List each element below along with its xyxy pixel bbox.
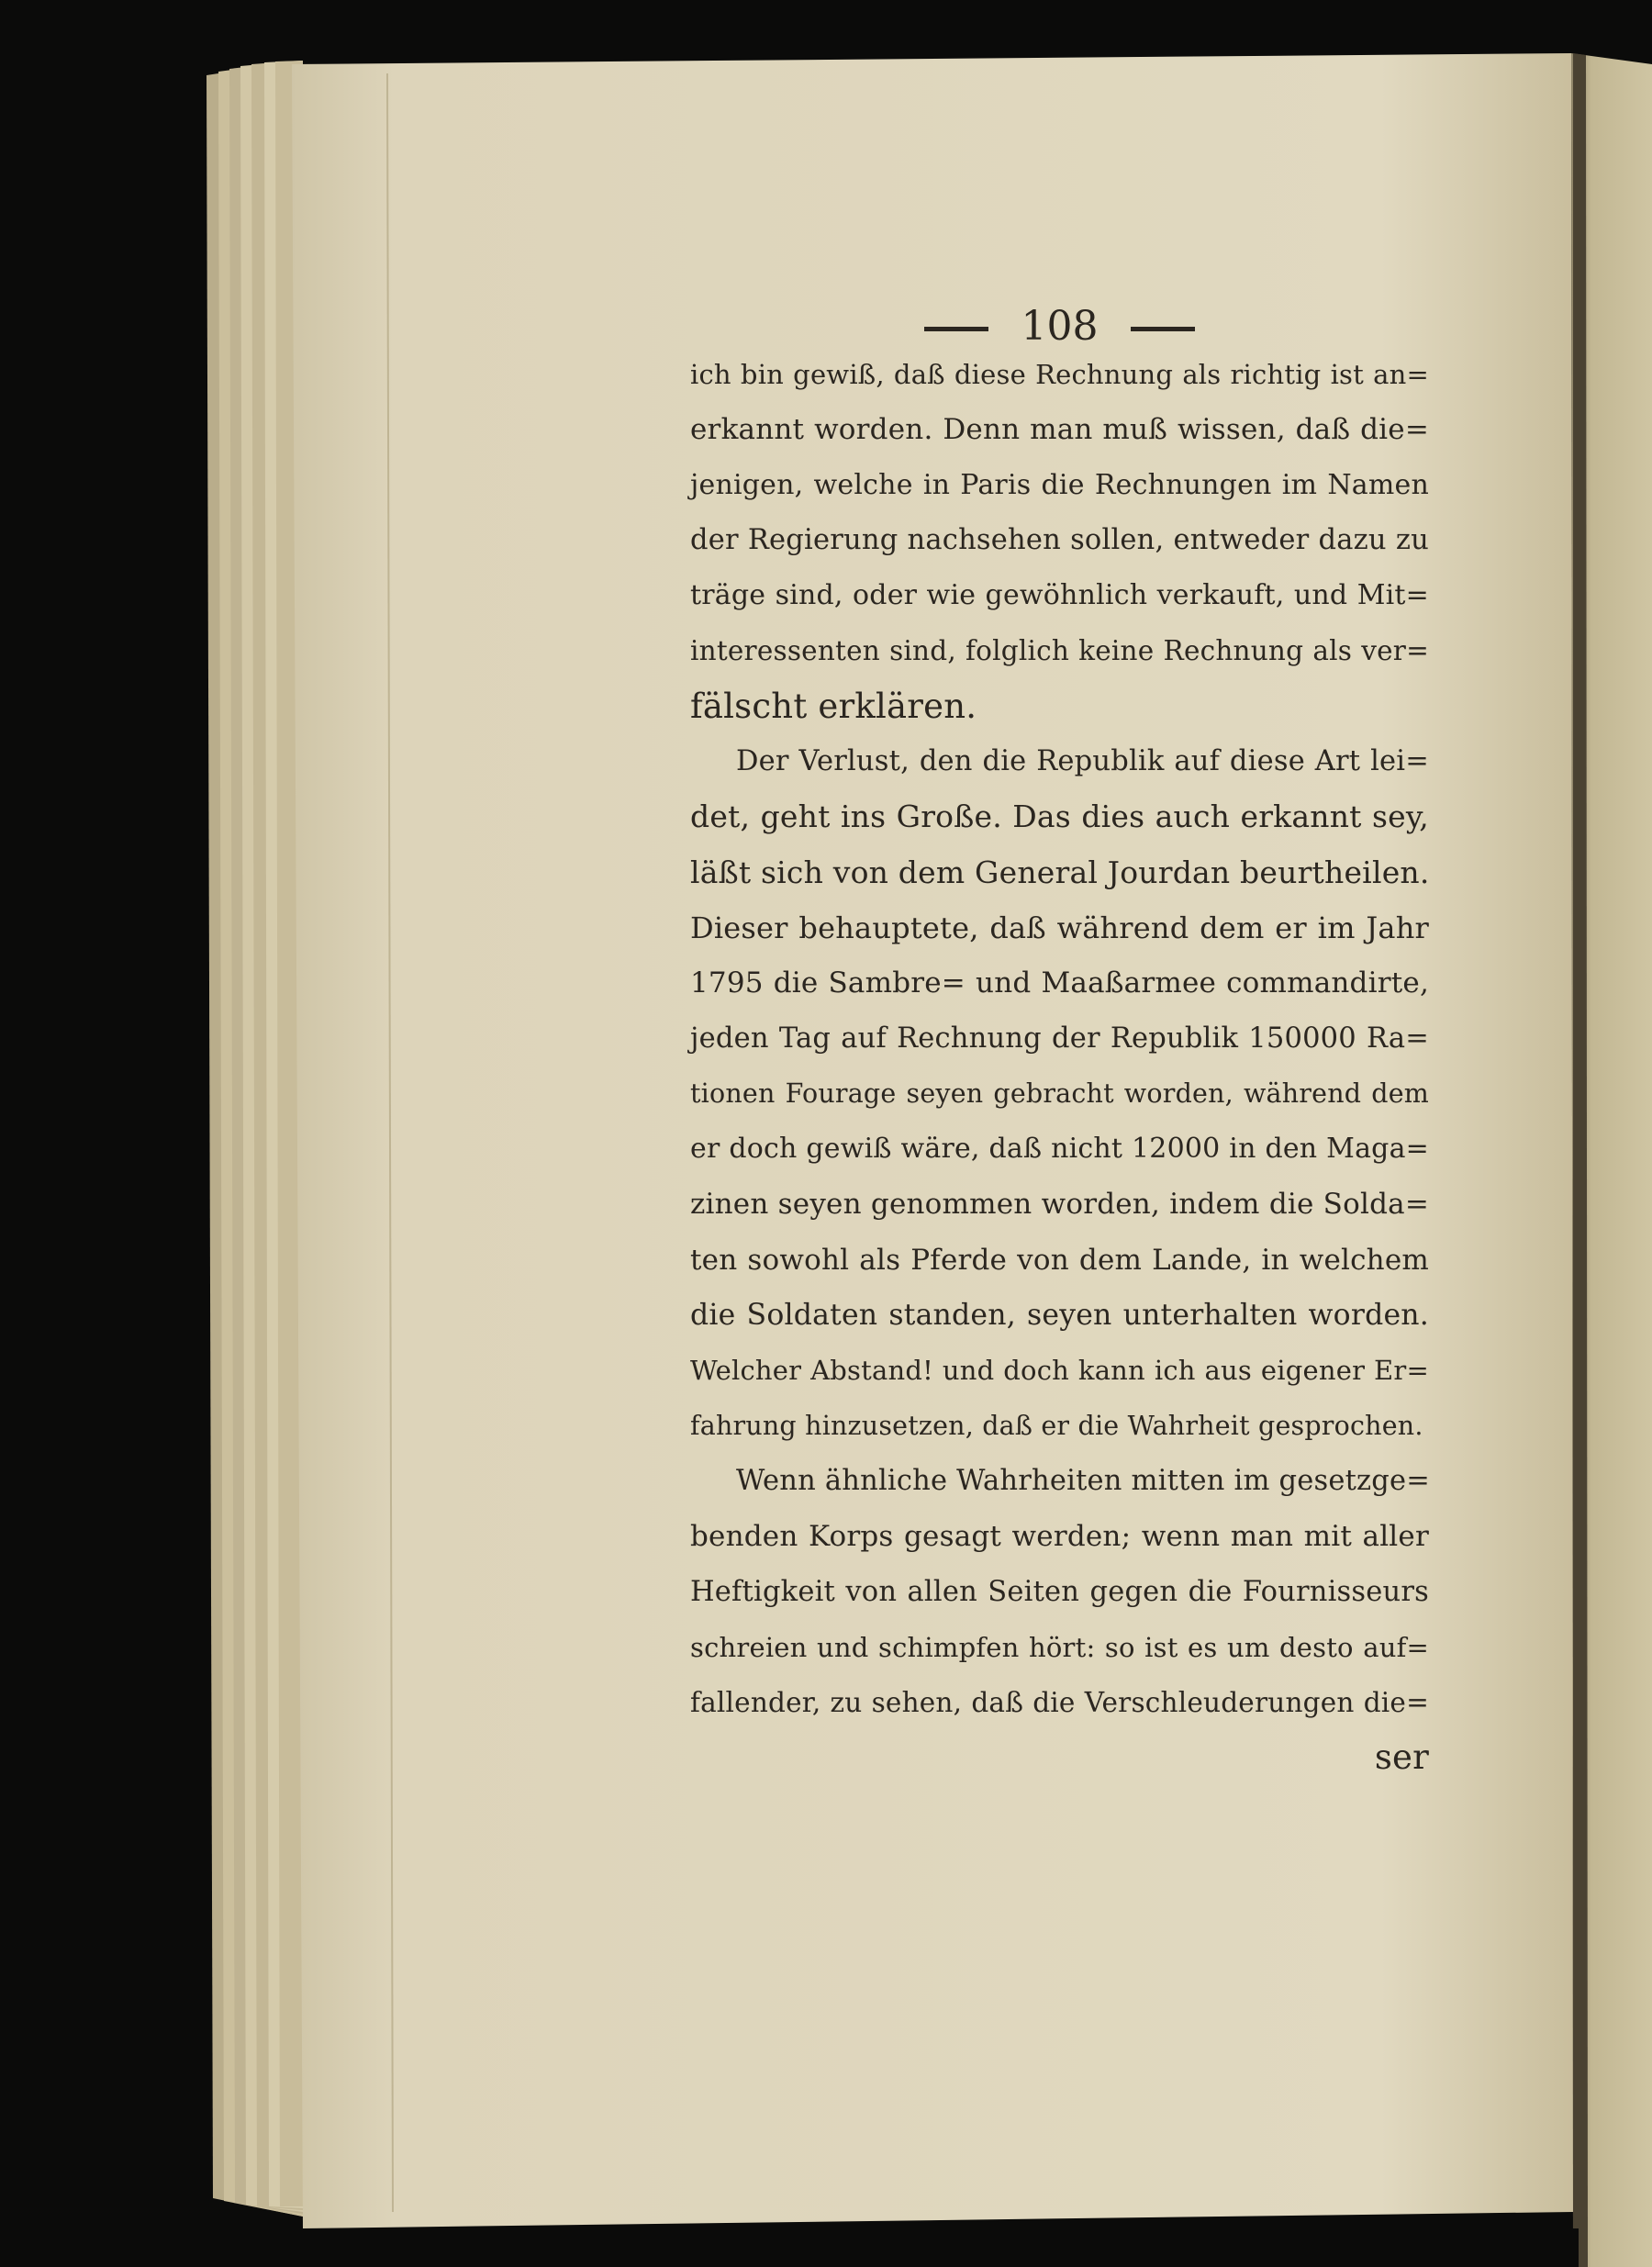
page-number-value: 108 <box>1021 303 1099 350</box>
text-line: 1795 die Sambre= und Maaßarmee commandirte, <box>690 966 1429 1000</box>
text-line: erkannt worden. Denn man muß wissen, daß die= <box>690 413 1429 447</box>
text-line: fälscht erklären. <box>690 686 977 726</box>
text-line: fallender, zu sehen, daß die Verschleuderungen die= <box>690 1687 1429 1719</box>
text-line: det, geht ins Große. Das dies auch erkannt sey, <box>690 798 1429 835</box>
text-line: er doch gewiß wäre, daß nicht 12000 in den Maga= <box>690 1133 1429 1166</box>
page-number-dash-right <box>1131 327 1195 331</box>
text-line: jeden Tag auf Rechnung der Republik 150000 Ra= <box>690 1022 1429 1055</box>
text-line: ich bin gewiß, daß diese Rechnung als richtig ist an= <box>690 359 1429 390</box>
text-line: Welcher Abstand! und doch kann ich aus eigener Er= <box>690 1355 1429 1387</box>
catchword: ser <box>1374 1737 1429 1778</box>
body-text <box>690 347 1429 1786</box>
text-line: die Soldaten standen, seyen unterhalten worden. <box>690 1299 1429 1333</box>
text-line: fahrung hinzusetzen, daß er die Wahrheit gesprochen. <box>690 1410 1423 1441</box>
page-number <box>690 303 1429 350</box>
page-number-dash-left <box>924 327 988 331</box>
text-line: benden Korps gesagt werden; wenn man mit aller <box>690 1520 1429 1554</box>
text-line: Heftigkeit von allen Seiten gegen die Fournisseurs <box>690 1575 1429 1608</box>
page-stack-edges <box>206 61 303 2217</box>
text-line: Der Verlust, den die Republik auf diese Art lei= <box>736 745 1429 778</box>
text-line: läßt sich von dem General Jourdan beurtheilen. <box>690 854 1430 890</box>
text-line: der Regierung nachsehen sollen, entweder dazu zu <box>690 523 1429 556</box>
text-line: schreien und schimpfen hört: so ist es um desto auf= <box>690 1631 1429 1663</box>
text-line: träge sind, oder wie gewöhnlich verkauft, und Mit= <box>690 579 1429 612</box>
text-line: tionen Fourage seyen gebracht worden, während dem <box>690 1078 1429 1109</box>
text-line: Wenn ähnliche Wahrheiten mitten im gesetzge= <box>736 1464 1431 1497</box>
text-line: Dieser behauptete, daß während dem er im Jahr <box>690 910 1429 945</box>
text-line: ten sowohl als Pferde von dem Lande, in welchem <box>690 1243 1429 1277</box>
text-line: interessenten sind, folglich keine Rechnung als ver= <box>690 635 1429 667</box>
text-line: jenigen, welche in Paris die Rechnungen im Namen <box>690 468 1429 501</box>
text-line: zinen seyen genommen worden, indem die Solda= <box>690 1188 1429 1222</box>
